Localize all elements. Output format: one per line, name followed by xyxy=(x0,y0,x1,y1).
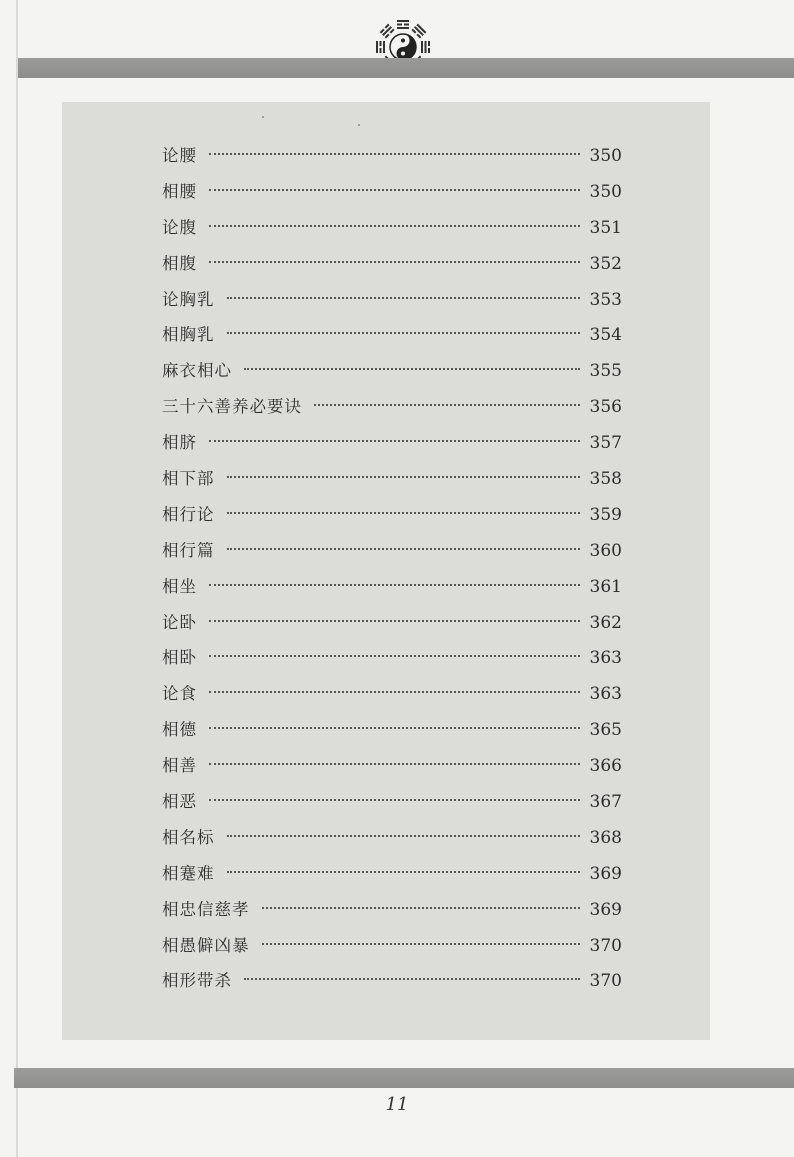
toc-entry-page: 354 xyxy=(589,325,622,346)
dot-leader xyxy=(209,584,580,586)
toc-entry-page: 353 xyxy=(589,289,622,310)
dot-leader xyxy=(244,368,580,370)
scan-speck xyxy=(358,124,360,126)
toc-entry-title: 相愚僻凶暴 xyxy=(162,935,250,955)
toc-entry[interactable] xyxy=(162,142,622,178)
toc-entry-title: 相行篇 xyxy=(162,540,215,560)
toc-entry-title: 相脐 xyxy=(162,433,197,453)
toc-entry[interactable] xyxy=(162,357,622,393)
dot-leader xyxy=(209,261,580,263)
dot-leader xyxy=(209,763,580,765)
toc-list xyxy=(162,142,622,1003)
toc-entry-title: 相名标 xyxy=(162,827,215,847)
toc-entry[interactable] xyxy=(162,286,622,322)
dot-leader xyxy=(209,799,580,801)
dot-leader xyxy=(227,512,580,514)
toc-entry-title: 论胸乳 xyxy=(162,289,215,309)
toc-entry-page: 366 xyxy=(589,756,622,777)
toc-entry-title: 相下部 xyxy=(162,469,215,489)
toc-entry[interactable] xyxy=(162,644,622,680)
toc-entry-page: 367 xyxy=(589,792,622,813)
header-band xyxy=(18,58,794,78)
toc-entry-page: 355 xyxy=(589,361,622,382)
dot-leader xyxy=(227,332,580,334)
toc-entry-title: 相忠信慈孝 xyxy=(162,899,250,919)
toc-entry-page: 365 xyxy=(589,720,622,741)
toc-entry-title: 论食 xyxy=(162,684,197,704)
toc-entry[interactable] xyxy=(162,932,622,968)
toc-entry-title: 三十六善养必要诀 xyxy=(162,397,302,417)
dot-leader xyxy=(227,297,580,299)
toc-entry[interactable] xyxy=(162,429,622,465)
toc-entry-title: 相形带杀 xyxy=(162,971,232,991)
table-of-contents-panel xyxy=(62,102,710,1040)
toc-entry[interactable] xyxy=(162,501,622,537)
toc-entry-page: 350 xyxy=(589,146,622,166)
toc-entry-page: 369 xyxy=(589,899,622,920)
toc-entry[interactable] xyxy=(162,214,622,250)
toc-entry[interactable] xyxy=(162,824,622,860)
dot-leader xyxy=(209,620,580,622)
page-number: 11 xyxy=(385,1094,409,1115)
toc-entry-page: 357 xyxy=(589,433,622,454)
toc-entry-page: 356 xyxy=(589,397,622,418)
toc-entry[interactable] xyxy=(162,716,622,752)
toc-entry[interactable] xyxy=(162,609,622,645)
dot-leader xyxy=(244,978,580,980)
toc-entry[interactable] xyxy=(162,752,622,788)
toc-entry-title: 相卧 xyxy=(162,648,197,668)
toc-entry-title: 相腹 xyxy=(162,253,197,273)
toc-entry[interactable] xyxy=(162,321,622,357)
dot-leader xyxy=(209,727,580,729)
dot-leader xyxy=(227,835,580,837)
toc-entry-page: 362 xyxy=(589,612,622,633)
dot-leader xyxy=(227,476,580,478)
toc-entry-page: 361 xyxy=(589,576,622,597)
page-edge xyxy=(16,0,18,1157)
toc-entry-title: 相德 xyxy=(162,720,197,740)
toc-entry[interactable] xyxy=(162,393,622,429)
toc-entry-page: 363 xyxy=(589,684,622,705)
toc-entry-page: 363 xyxy=(589,648,622,669)
toc-entry-title: 相胸乳 xyxy=(162,325,215,345)
toc-entry[interactable] xyxy=(162,465,622,501)
toc-entry-page: 359 xyxy=(589,504,622,525)
dot-leader xyxy=(209,189,580,191)
toc-entry[interactable] xyxy=(162,967,622,1003)
dot-leader xyxy=(262,943,580,945)
toc-entry-page: 360 xyxy=(589,540,622,561)
toc-entry[interactable] xyxy=(162,250,622,286)
toc-entry-title: 相坐 xyxy=(162,576,197,596)
dot-leader xyxy=(262,907,580,909)
toc-entry-title: 相恶 xyxy=(162,792,197,812)
toc-entry-page: 369 xyxy=(589,863,622,884)
toc-entry[interactable] xyxy=(162,860,622,896)
toc-entry-page: 352 xyxy=(589,253,622,274)
toc-entry[interactable] xyxy=(162,680,622,716)
toc-entry[interactable] xyxy=(162,788,622,824)
toc-entry-title: 相行论 xyxy=(162,504,215,524)
dot-leader xyxy=(209,153,580,155)
scan-speck xyxy=(262,116,264,118)
dot-leader xyxy=(209,691,580,693)
dot-leader xyxy=(314,404,580,406)
toc-entry-title: 麻衣相心 xyxy=(162,361,232,381)
toc-entry-page: 368 xyxy=(589,827,622,848)
toc-entry-page: 370 xyxy=(589,971,622,992)
dot-leader xyxy=(209,440,580,442)
dot-leader xyxy=(209,225,580,227)
dot-leader xyxy=(227,871,580,873)
toc-entry-title: 论腹 xyxy=(162,217,197,237)
toc-entry-title: 论卧 xyxy=(162,612,197,632)
toc-entry-page: 350 xyxy=(589,181,622,202)
toc-entry[interactable] xyxy=(162,178,622,214)
toc-entry-title: 相腰 xyxy=(162,181,197,201)
toc-entry-title: 相蹇难 xyxy=(162,863,215,883)
toc-entry[interactable] xyxy=(162,896,622,932)
dot-leader xyxy=(209,655,580,657)
dot-leader xyxy=(227,548,580,550)
toc-entry[interactable] xyxy=(162,573,622,609)
toc-entry-title: 论腰 xyxy=(162,146,197,165)
toc-entry-page: 370 xyxy=(589,935,622,956)
toc-entry[interactable] xyxy=(162,537,622,573)
toc-entry-page: 351 xyxy=(589,217,622,238)
toc-entry-page: 358 xyxy=(589,469,622,490)
footer-band xyxy=(14,1068,794,1088)
toc-entry-title: 相善 xyxy=(162,756,197,776)
